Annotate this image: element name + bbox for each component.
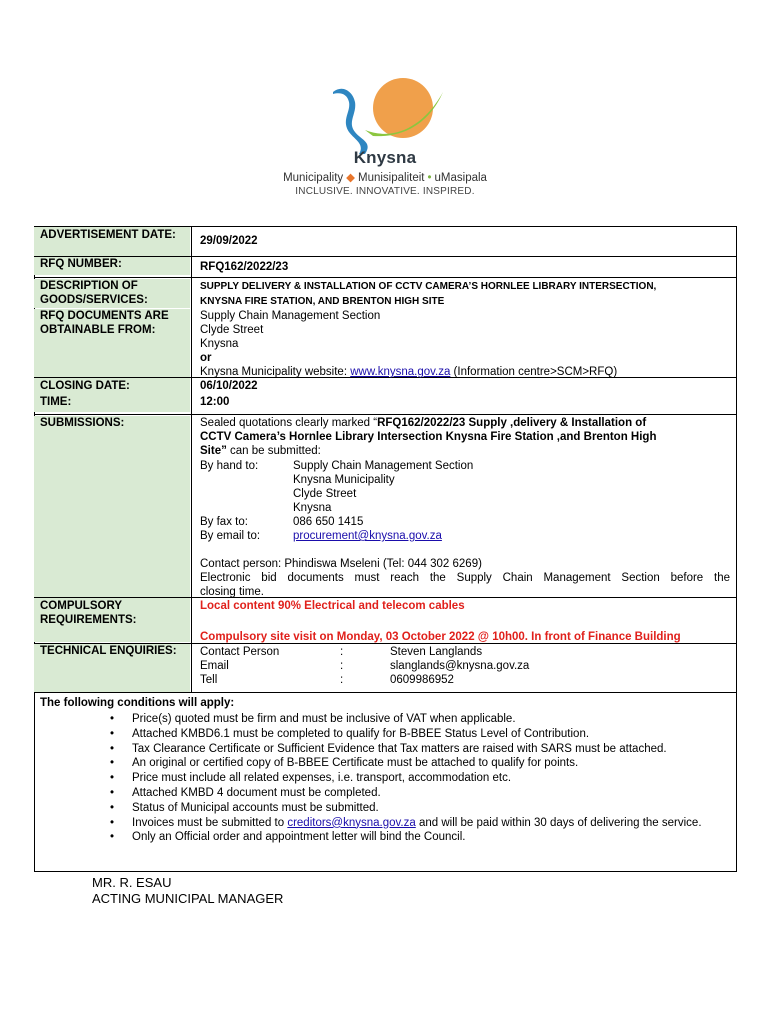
closing-time-value: 12:00 [200,396,230,408]
sub-bold-2: CCTV Camera’s Hornlee Library Intersection Knysna Fire Station ,and Brenton High [200,431,657,443]
compulsory-label-cell [34,598,190,642]
rfq-label: RFQ NUMBER: [40,258,122,270]
brand-tagline: INCLUSIVE. INNOVATIVE. INSPIRED. [295,186,475,197]
docs-label: RFQ DOCUMENTS ARE OBTAINABLE FROM: [40,310,169,336]
row-divider [34,414,737,415]
tech-key-3: Tell [200,674,218,686]
advert-date-value: 29/09/2022 [200,235,258,247]
invoice-suffix: and will be paid within 30 days of delivering the service. [415,816,702,829]
brand-name: Knysna [353,148,417,167]
sub-tail: can be submitted: [226,445,321,457]
knysna-logo-icon [325,70,455,160]
row-divider [34,277,737,278]
tech-key-1: Contact Person [200,646,280,658]
sub-bold-3: Site” [200,445,227,457]
submissions-label: SUBMISSIONS: [40,417,125,429]
rfq-number-value: RFQ162/2022/23 [200,261,289,273]
docs-web-suffix: (Information centre>SCM>RFQ) [450,366,618,378]
diamond-icon: ◆ [346,172,355,184]
tech-value-1: Steven Langlands [390,646,483,658]
brand-subtitle [0,170,770,184]
fax-value: 086 650 1415 [293,516,364,528]
rfq-label-cell [34,257,190,275]
docs-line-1: Supply Chain Management Section [200,310,381,322]
tech-key-2: Email [200,660,229,672]
condition-item: • Only an Official order and appointment letter will bind the Council. [110,830,735,845]
hand-line-3: Clyde Street [293,488,357,500]
tech-colon-1: : [340,646,344,658]
closing-date-value: 06/10/2022 [200,380,258,392]
description-line-2: KNYSNA FIRE STATION, AND BRENTON HIGH SITE [200,296,445,307]
docs-or: or [200,352,212,364]
condition-item: • Price(s) quoted must be firm and must be inclusive of VAT when applicable. [110,712,735,727]
compulsory-label: COMPULSORY REQUIREMENTS: [40,600,137,626]
tech-phone-value: 0609986952 [390,674,454,686]
sub-bold-1: RFQ162/2022/23 Supply ,delivery & Installation of [377,417,647,429]
condition-item: • Status of Municipal accounts must be submitted. [110,801,735,816]
row-divider [34,256,737,257]
column-divider [191,227,192,692]
brand-sub-1: Municipality [283,172,344,184]
docs-web-prefix: Knysna Municipality website: [200,366,351,378]
advert-label: ADVERTISEMENT DATE: [40,229,176,241]
submissions-label-cell [34,416,190,597]
technical-label: TECHNICAL ENQUIRIES: [40,645,177,657]
fax-label: By fax to: [200,516,248,528]
procurement-email-link[interactable]: procurement@knysna.gov.za [293,530,442,542]
dot-icon: • [427,172,432,184]
docs-line-3: Knysna [200,338,239,350]
condition-item: • Attached KMBD6.1 must be completed to qualify for B-BBEE Status Level of Contribution. [110,727,735,742]
docs-website-line [200,365,617,379]
condition-item-invoices [110,816,735,831]
signatory-title: ACTING MUNICIPAL MANAGER [92,891,284,906]
hand-line-1: Supply Chain Management Section [293,460,474,472]
submissions-text [200,416,730,458]
brand-sub-2: Munisipaliteit [358,172,425,184]
docs-line-2: Clyde Street [200,324,264,336]
hand-line-4: Knysna [293,502,332,514]
advert-label-cell [34,227,190,256]
condition-item: • An original or certified copy of B-BBEE Certificate must be attached to qualify for points. [110,756,735,771]
sub-intro: Sealed quotations clearly marked “ [200,417,378,429]
docs-label-cell [34,309,190,377]
signature-block [92,875,283,907]
condition-item: • Attached KMBD 4 document must be completed. [110,786,735,801]
hand-line-2: Knysna Municipality [293,474,395,486]
signatory-name: MR. R. ESAU [92,875,172,890]
desc-label-cell [34,279,190,308]
email-label: By email to: [200,530,261,542]
closing-date-label: CLOSING DATE: [40,380,130,392]
creditors-email-link[interactable]: creditors@knysna.gov.za [287,816,416,829]
closing-time-label: TIME: [40,396,72,408]
contact-person: Contact person: Phindiswa Mseleni (Tel: 044 302 6269) [200,558,482,570]
compulsory-line-2: Compulsory site visit on Monday, 03 October 2022 @ 10h00. In front of Finance Building [200,631,681,643]
invoice-prefix: Invoices must be submitted to [132,816,288,829]
compulsory-line-1: Local content 90% Electrical and telecom cables [200,600,465,612]
tech-email-value: slanglands@knysna.gov.za [390,660,530,672]
by-hand-label: By hand to: [200,460,259,472]
technical-label-cell [34,644,190,692]
desc-label: DESCRIPTION OF GOODS/SERVICES: [40,280,148,306]
conditions-list [110,712,735,845]
electronic-line-1: Electronic bid documents must reach the Supply Chain Management Section before the [200,572,730,584]
condition-item: • Tax Clearance Certificate or Sufficient Evidence that Tax matters are raised with SARS must be attached. [110,742,735,757]
row-divider [34,597,737,598]
closing-label-cell [34,378,190,412]
tech-colon-3: : [340,674,344,686]
electronic-line-2: closing time. [200,586,264,598]
tech-colon-2: : [340,660,344,672]
knysna-website-link[interactable]: www.knysna.gov.za [350,366,451,378]
brand-sub-3: uMasipala [434,172,487,184]
conditions-title: The following conditions will apply: [40,697,235,709]
description-line-1: SUPPLY DELIVERY & INSTALLATION OF CCTV CAMERA’S HORNLEE LIBRARY INTERSECTION, [200,281,657,292]
row-divider [34,692,737,693]
condition-item: • Price must include all related expenses, i.e. transport, accommodation etc. [110,771,735,786]
